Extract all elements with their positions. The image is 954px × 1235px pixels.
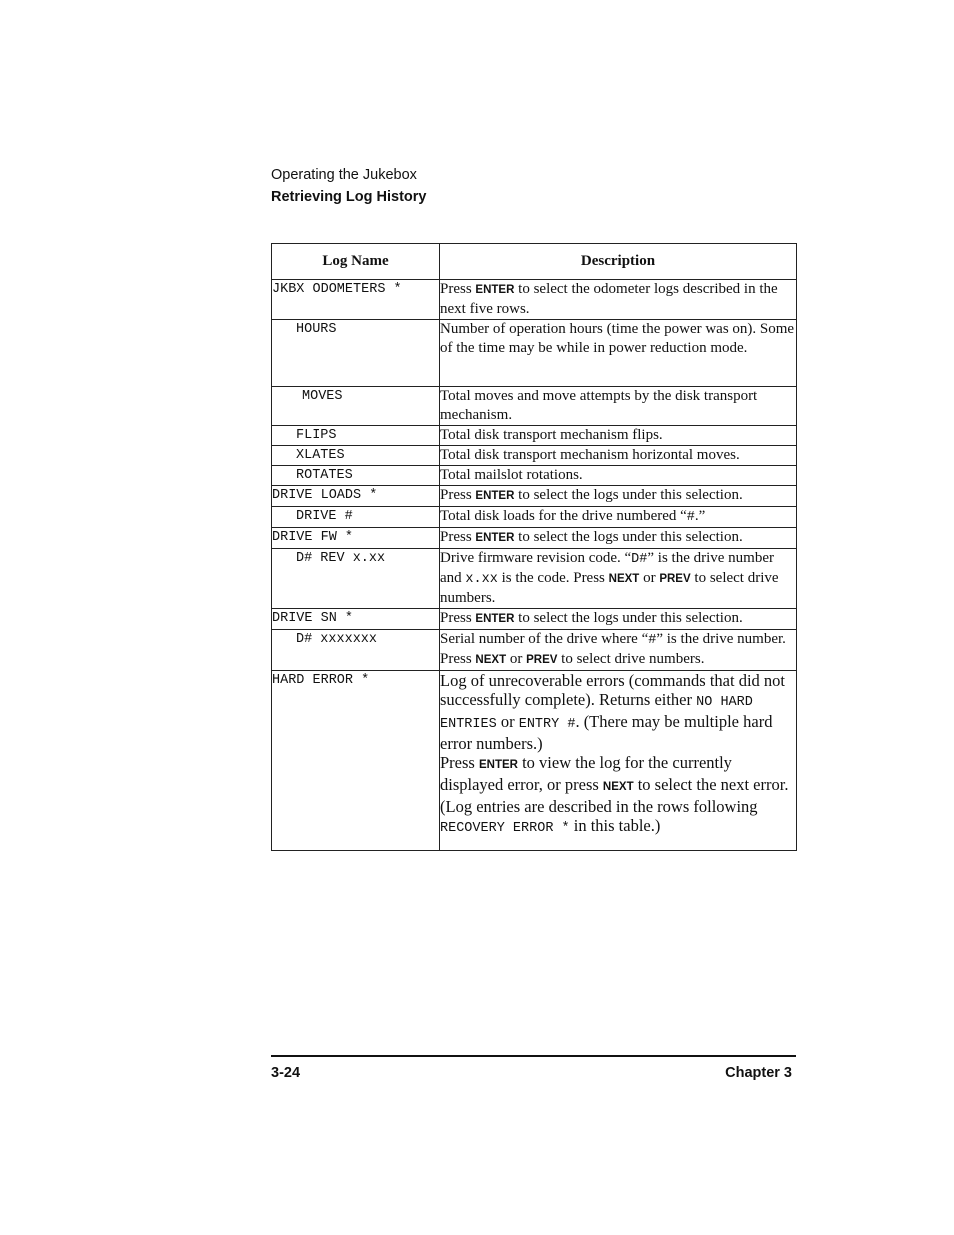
log-description: Total mailslot rotations. [440,466,797,486]
log-description: Total disk loads for the drive numbered “#.” [440,507,797,528]
log-name: ROTATES [272,466,440,486]
table-row [272,507,797,528]
table-row [272,528,797,549]
log-name: DRIVE SN * [272,609,440,630]
prev-key-label: PREV [659,573,691,585]
log-description: Drive firmware revision code. “D#” is the drive number and x.xx is the code. Press NEXT or PREV to select drive numbers. [440,549,797,609]
log-description: Total disk transport mechanism flips. [440,426,797,446]
log-description: Press ENTER to select the logs under this selection. [440,528,797,549]
footer-rule [271,1055,796,1057]
next-key-label: NEXT [475,654,507,666]
enter-key-label: ENTER [475,613,515,625]
next-key-label: NEXT [602,781,634,793]
log-name: DRIVE LOADS * [272,486,440,507]
log-description: Number of operation hours (time the power was on). Some of the time may be while in power reduction mode. [440,320,797,387]
prev-key-label: PREV [526,654,558,666]
enter-key-label: ENTER [475,490,515,502]
running-header-chapter: Operating the Jukebox [271,167,417,183]
table-row [272,549,797,609]
enter-key-label: ENTER [475,532,515,544]
log-description: Serial number of the drive where “#” is the drive number. Press NEXT or PREV to select drive numbers. [440,630,797,671]
log-name: DRIVE # [272,507,440,528]
next-key-label: NEXT [608,573,640,585]
table-row [272,486,797,507]
table-row [272,320,797,387]
log-name: XLATES [272,446,440,466]
table-row [272,280,797,320]
log-name: HOURS [272,320,440,387]
log-name: JKBX ODOMETERS * [272,280,440,320]
footer-chapter-label: Chapter 3 [725,1065,792,1081]
table-row [272,426,797,446]
table-row [272,630,797,671]
running-header-section: Retrieving Log History [271,189,427,205]
enter-key-label: ENTER [478,759,518,771]
log-name: DRIVE FW * [272,528,440,549]
log-description: Press ENTER to select the logs under this selection. [440,609,797,630]
enter-key-label: ENTER [475,284,515,296]
log-name: MOVES [272,387,440,426]
log-history-table [271,243,797,851]
table-row [272,466,797,486]
log-name: D# REV x.xx [272,549,440,609]
log-description: Press ENTER to select the odometer logs described in the next five rows. [440,280,797,320]
log-description: Total moves and move attempts by the disk transport mechanism. [440,387,797,426]
table-row [272,609,797,630]
table-row [272,446,797,466]
page-number: 3-24 [271,1065,301,1081]
log-name: FLIPS [272,426,440,446]
table-row [272,387,797,426]
log-name: HARD ERROR * [272,671,440,851]
table-header-row [272,244,797,280]
log-description: Press ENTER to select the logs under this selection. [440,486,797,507]
log-description: Log of unrecoverable errors (commands that did not successfully complete). Returns either NO HARD ENTRIES or ENTRY #. (There may be multiple hard error numbers.) Press ENTER to view the log for the currently displayed error, or press NEXT to select the next error. (Log entries are described in the rows following RECOVERY ERROR * in this table.) [440,671,797,851]
column-header-description: Description [440,244,797,280]
table-row [272,671,797,851]
log-name: D# xxxxxxx [272,630,440,671]
column-header-log-name: Log Name [272,244,440,280]
log-description: Total disk transport mechanism horizontal moves. [440,446,797,466]
